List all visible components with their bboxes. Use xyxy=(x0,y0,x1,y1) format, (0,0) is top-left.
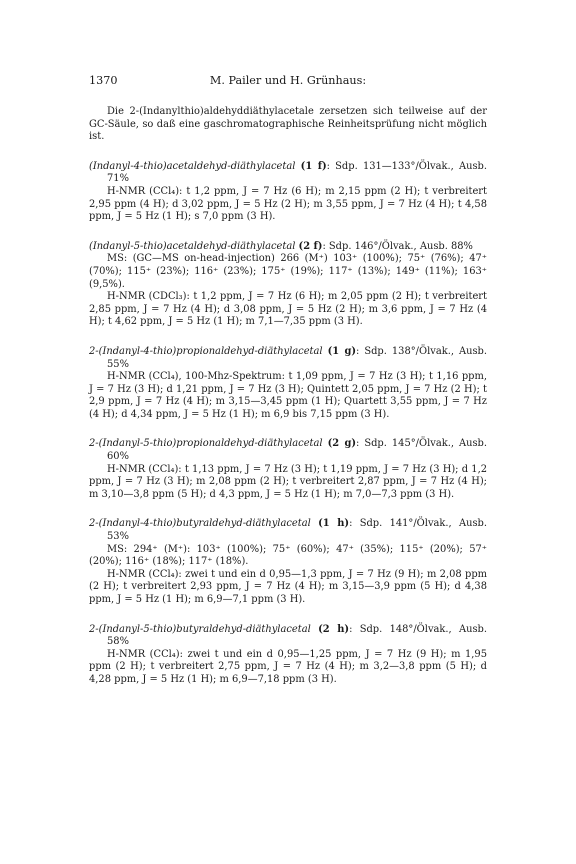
compound-id: (1 h) xyxy=(318,518,350,530)
compound-properties: : Sdp. 145°/Ölvak., Ausb. 60% xyxy=(107,438,488,463)
compound-heading xyxy=(89,438,487,463)
spectral-data: H-NMR (CCl₄): t 1,2 ppm, J = 7 Hz (6 H); m 2,15 ppm (2 H); t verbreitert 2,95 ppm (4 H); d 3,02 ppm, J = 5 Hz (2 H); m 3,55 ppm, J = 7 Hz (4 H); t 4,58 ppm, J = 5 Hz (1 H); s 7,0 ppm (3 H). xyxy=(89,185,487,223)
compound-properties: : Sdp. 131—133°/Ölvak., Ausb. 71% xyxy=(107,160,487,185)
compound-heading xyxy=(89,241,487,254)
intro-paragraph: Die 2-(Indanylthio)aldehyddiäthylacetale zersetzen sich teilweise auf der GC-Säule, so daß eine gaschromatographische Reinheitsprüfung nicht möglich ist. xyxy=(89,106,487,143)
spectral-data: H-NMR (CCl₄): zwei t und ein d 0,95—1,25 ppm, J = 7 Hz (9 H); m 1,95 ppm (2 H); t verbreitert 2,75 ppm, J = 7 Hz (4 H); m 3,2—3,8 ppm (5 H); d 4,28 ppm, J = 5 Hz (1 H); m 6,9—7,18 ppm (3 H). xyxy=(89,648,487,685)
compound-heading xyxy=(89,346,487,371)
compound-list xyxy=(89,161,487,687)
compound-name: 2-(Indanyl-5-thio)butyraldehyd-diäthylacetal xyxy=(89,623,311,635)
compound-name: (Indanyl-5-thio)acetaldehyd-diäthylacetal xyxy=(89,240,296,252)
compound-entry xyxy=(89,624,487,687)
compound-properties: : Sdp. 138°/Ölvak., Ausb. 55% xyxy=(107,345,488,370)
spectral-data: MS: 294⁺ (M⁺): 103⁺ (100%); 75⁺ (60%); 47⁺ (35%); 115⁺ (20%); 57⁺ (20%); 116⁺ (18%); 117⁺ (18%). xyxy=(89,543,487,568)
compound-heading xyxy=(89,161,487,186)
compound-id: (1 g) xyxy=(327,345,357,357)
compound-properties: : Sdp. 146°/Ölvak., Ausb. 88% xyxy=(322,240,473,252)
compound-id: (2 g) xyxy=(327,438,357,450)
compound-name: 2-(Indanyl-5-thio)propionaldehyd-diäthylacetal xyxy=(89,438,323,450)
article-body xyxy=(89,106,487,687)
compound-name: (Indanyl-4-thio)acetaldehyd-diäthylacetal xyxy=(89,160,296,172)
compound-id: (2 f) xyxy=(298,240,323,252)
compound-id: (1 f) xyxy=(300,160,327,172)
compound-properties: : Sdp. 141°/Ölvak., Ausb. 53% xyxy=(107,518,487,543)
compound-heading xyxy=(89,624,487,649)
compound-name: 2-(Indanyl-4-thio)propionaldehyd-diäthylacetal xyxy=(89,345,323,357)
compound-entry xyxy=(89,241,487,329)
page-number: 1370 xyxy=(89,74,118,87)
compound-entry xyxy=(89,438,487,501)
spectral-data: H-NMR (CCl₄): zwei t und ein d 0,95—1,3 ppm, J = 7 Hz (9 H); m 2,08 ppm (2 H); t verbreitert 2,93 ppm, J = 7 Hz (4 H); m 3,15—3,9 ppm (5 H); d 4,38 ppm, J = 5 Hz (1 H); m 6,9—7,1 ppm (3 H). xyxy=(89,568,487,605)
spectral-data: H-NMR (CCl₄), 100-Mhz-Spektrum: t 1,09 ppm, J = 7 Hz (3 H); t 1,16 ppm, J = 7 Hz (3 H); d 1,21 ppm, J = 7 Hz (3 H); Quintett 2,05 ppm, J = 7 Hz (2 H); t 2,9 ppm, J = 7 Hz (4 H); m 3,15—3,45 ppm (1 H); Quartett 3,55 ppm, J = 7 Hz (4 H); d 4,34 ppm, J = 5 Hz (1 H); m 6,9 bis 7,15 ppm (3 H). xyxy=(89,371,487,420)
compound-entry xyxy=(89,161,487,224)
compound-entry xyxy=(89,518,487,606)
compound-id: (2 h) xyxy=(318,623,350,635)
spectral-data: H-NMR (CDCl₃): t 1,2 ppm, J = 7 Hz (6 H); m 2,05 ppm (2 H); t verbreitert 2,85 ppm, J = 7 Hz (4 H); d 3,08 ppm, J = 5 Hz (2 H); m 3,6 ppm, J = 7 Hz (4 H); t 4,62 ppm, J = 5 Hz (1 H); m 7,1—7,35 ppm (3 H). xyxy=(89,291,487,328)
compound-properties: : Sdp. 148°/Ölvak., Ausb. 58% xyxy=(107,623,487,648)
spectral-data: H-NMR (CCl₄): t 1,13 ppm, J = 7 Hz (3 H); t 1,19 ppm, J = 7 Hz (3 H); d 1,2 ppm, J = 7 Hz (3 H); m 2,08 ppm (2 H); t verbreitert 2,87 ppm, J = 7 Hz (4 H); m 3,10—3,8 ppm (5 H); d 4,3 ppm, J = 5 Hz (1 H); m 7,0—7,3 ppm (3 H). xyxy=(89,463,487,500)
running-title: M. Pailer und H. Grünhaus: xyxy=(209,74,367,87)
compound-heading xyxy=(89,518,487,543)
compound-entry xyxy=(89,346,487,422)
compound-name: 2-(Indanyl-4-thio)butyraldehyd-diäthylacetal xyxy=(89,518,311,530)
spectral-data: MS: (GC—MS on-head-injection) 266 (M⁺) 103⁺ (100%); 75⁺ (76%); 47⁺ (70%); 115⁺ (23%); 116⁺ (23%); 175⁺ (19%); 117⁺ (13%); 149⁺ (11%); 163⁺ (9,5%). xyxy=(89,253,487,290)
